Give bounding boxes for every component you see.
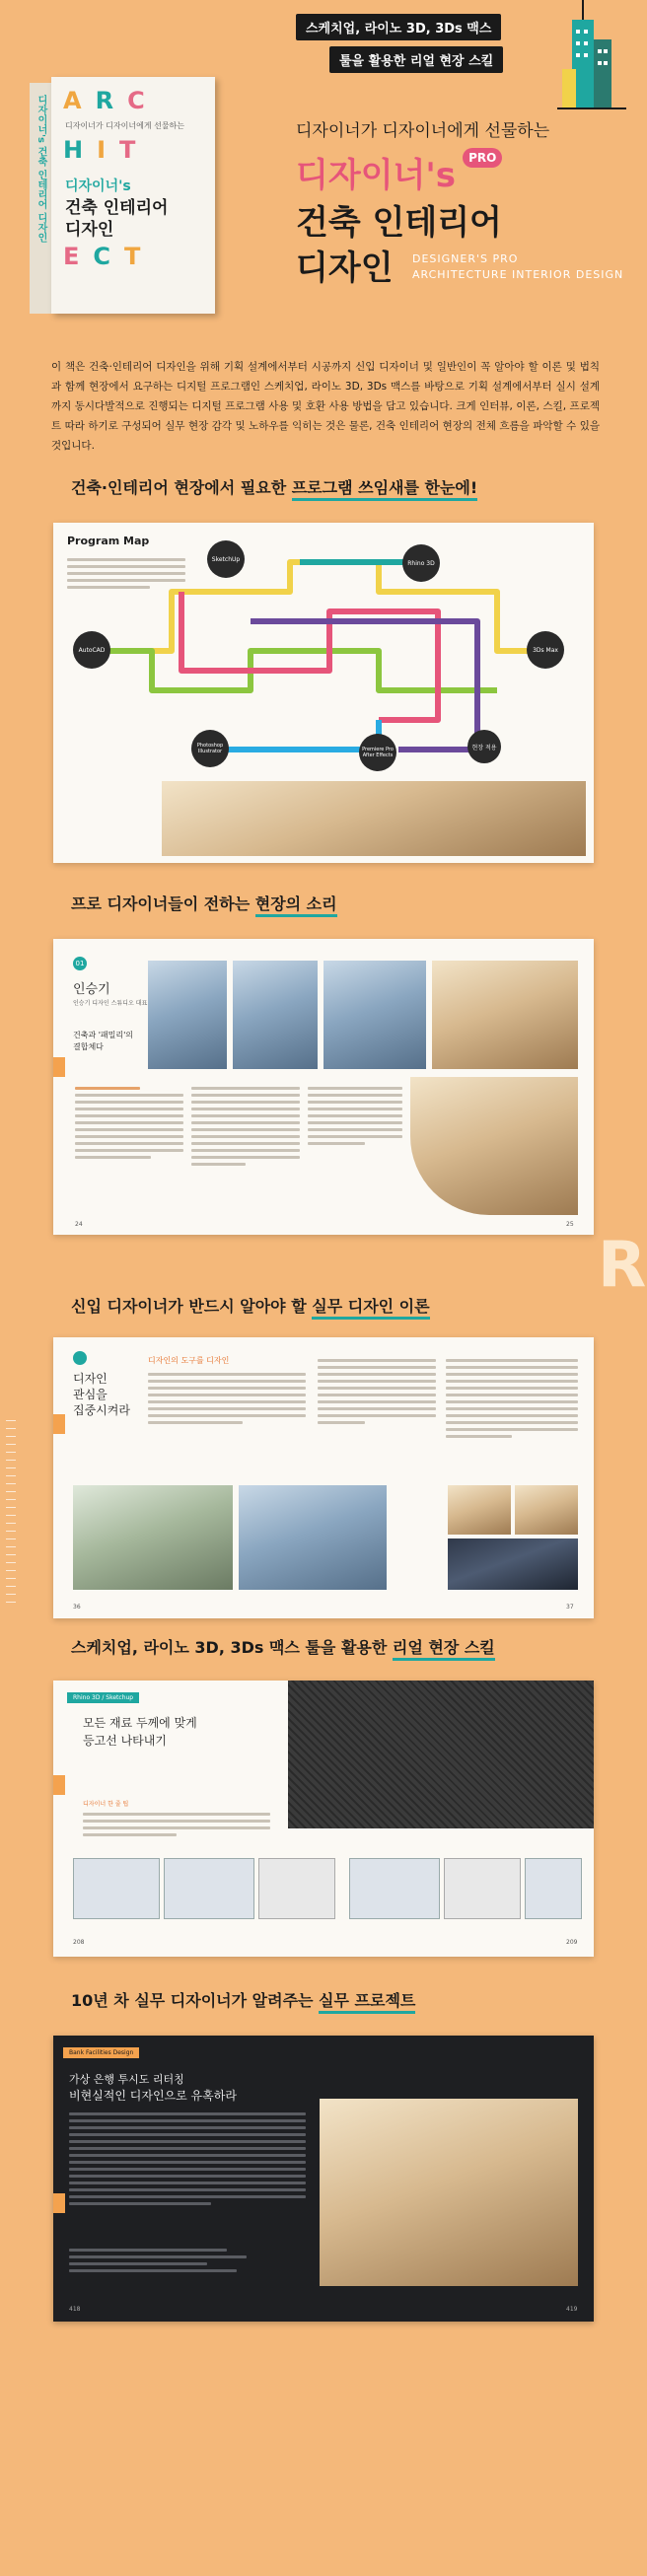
map-node: Premiere Pro After Effects [359, 734, 396, 771]
book-letter-row-3 [63, 243, 154, 270]
map-node: SketchUp [207, 540, 245, 578]
theory-text-3 [446, 1355, 578, 1442]
skill-tab: Rhino 3D / Sketchup [67, 1692, 139, 1703]
map-node: AutoCAD [73, 631, 110, 669]
book-letter: T [124, 243, 155, 270]
building-rendering-image [162, 781, 586, 856]
interview-quote-1: 건축과 '패밀리'의 [73, 1031, 134, 1039]
interview-photo-4 [432, 961, 578, 1069]
section-title-prefix: 스케치업, 라이노 3D, 3Ds 맥스 툴을 활용한 [71, 1638, 393, 1657]
section-title-highlight: 현장의 소리 [255, 894, 337, 917]
program-map-page [53, 523, 594, 863]
theory-photo-4 [515, 1485, 578, 1535]
book-letter: A [63, 87, 96, 114]
section-title-skill [71, 1635, 495, 1658]
project-text [69, 2109, 306, 2209]
page-number: 36 [73, 1604, 81, 1610]
section-title-highlight: 실무 디자인 이론 [312, 1297, 429, 1320]
book-title-2: 건축 인테리어 [65, 198, 169, 218]
theory-title-3: 집중시켜라 [73, 1403, 130, 1417]
interview-photo-1 [148, 961, 227, 1069]
theory-text-2 [318, 1355, 436, 1428]
skill-title-2: 등고선 나타내기 [83, 1734, 167, 1748]
book-letter-row-1 [63, 87, 159, 114]
section-title-prefix: 프로 디자이너들이 전하는 [71, 894, 255, 913]
theory-subheading: 디자인의 도구를 디자인 [148, 1356, 230, 1365]
interview-photo-2 [233, 961, 318, 1069]
book-title-3: 디자인 [65, 220, 114, 240]
decorative-letter-r: R [598, 1229, 647, 1302]
section-title-prefix: 신입 디자이너가 반드시 알아야 할 [71, 1297, 313, 1316]
theory-photo-3 [448, 1485, 511, 1535]
interview-number: 01 [73, 957, 87, 970]
intro-paragraph: 이 책은 건축·인테리어 디자인을 위해 기획 설계에서부터 시공까지 신입 디자이너 및 일반인이 꼭 알아야 할 이론 및 법칙과 함께 현장에서 요구하는 디지털 프로그램인 스케치업, 라이노 3D, 3Ds 맥스를 바탕으로 기획 설계에서부터 실시 설계까지 동시다발적으로 진행되는 디지털 프로그램 사용 및 호환 사용 방법을 담고 있습니다. 크게 인터뷰, 이론, 스킬, 프로젝트 따라 하기로 구성되어 실무 현장 감각 및 노하우를 익히는 것은 물론, 건축 인테리어 현장의 전체 흐름을 파악할 수 있을 것입니다. [51, 361, 600, 452]
book-subtitle: 디자이너가 디자이너에게 선물하는 [65, 121, 185, 130]
skill-title-1: 모든 재료 두께에 맞게 [83, 1716, 197, 1730]
page-number: 25 [566, 1221, 574, 1228]
page-tab-marker [53, 2193, 65, 2213]
main-title-designers: 디자이너's [296, 156, 457, 195]
skill-screenshot-2 [164, 1858, 254, 1919]
page-number: 24 [75, 1221, 83, 1228]
section-title-highlight: 리얼 현장 스킬 [393, 1638, 495, 1661]
theory-text-1 [148, 1369, 306, 1428]
main-title-3: 디자인 [296, 249, 394, 288]
skill-screenshot-1 [73, 1858, 160, 1919]
project-title-2: 비현실적인 디자인으로 유혹하라 [69, 2089, 237, 2103]
ruler-decoration [6, 1420, 16, 1608]
header-pill-2: 툴을 활용한 리얼 현장 스킬 [329, 46, 503, 73]
page-tab-marker [53, 1775, 65, 1795]
skill-screenshot-4 [349, 1858, 440, 1919]
book-letter: H [63, 136, 98, 164]
section-title-theory [71, 1294, 430, 1317]
skill-screenshot-5 [444, 1858, 521, 1919]
english-title-2: ARCHITECTURE INTERIOR DESIGN [412, 268, 624, 281]
skill-spread [53, 1681, 594, 1957]
theory-photo-5 [448, 1538, 578, 1590]
page-number: 37 [566, 1604, 574, 1610]
map-node: 3Ds Max [527, 631, 564, 669]
section-title-prefix: 10년 차 실무 디자이너가 알려주는 [71, 1991, 320, 2010]
project-spread [53, 2036, 594, 2322]
header-pills [296, 14, 503, 73]
skill-screenshot-3 [258, 1858, 335, 1919]
section-title-program-map [71, 475, 477, 498]
project-rendering-image [320, 2099, 578, 2286]
main-title-2: 건축 인테리어 [296, 203, 502, 243]
theory-title-2: 관심을 [73, 1388, 108, 1401]
interview-quote-2: 결합체다 [73, 1042, 104, 1051]
theory-title-1: 디자인 [73, 1372, 108, 1386]
book-spine-text: 디자이너's 건축 인테리어 디자인 [36, 95, 46, 243]
book-letter: T [119, 136, 150, 164]
book-letter: R [95, 87, 128, 114]
skill-wireframe-image [288, 1681, 594, 1828]
book-front [51, 77, 215, 314]
interview-photo-3 [324, 961, 426, 1069]
english-title-1: DESIGNER'S PRO [412, 252, 519, 265]
section-title-highlight: 프로그램 쓰임새를 한눈에! [292, 478, 477, 501]
header-pill-1: 스케치업, 라이노 3D, 3Ds 맥스 [296, 14, 501, 40]
project-info-table [69, 2245, 266, 2276]
map-node: Photoshop Illustrator [191, 730, 229, 767]
theory-spread [53, 1337, 594, 1618]
interview-spread [53, 939, 594, 1235]
book-cover [30, 77, 215, 314]
page-number: 209 [566, 1939, 578, 1946]
building-illustration [552, 0, 631, 118]
map-node: Rhino 3D [402, 544, 440, 582]
theory-photo-2 [239, 1485, 387, 1590]
program-map-title: Program Map [67, 535, 150, 547]
theory-photo-1 [73, 1485, 233, 1590]
project-title-1: 가상 은행 투시도 리터칭 [69, 2073, 184, 2086]
page-tab-marker [53, 1414, 65, 1434]
map-node: 현장 적용 [467, 730, 501, 763]
main-title-1 [296, 148, 502, 196]
book-letter-row-2 [63, 136, 149, 164]
section-title-prefix: 건축·인테리어 현장에서 필요한 [71, 478, 292, 497]
tagline: 디자이너가 디자이너에게 선물하는 [296, 121, 550, 141]
book-letter: C [127, 87, 159, 114]
section-title-project [71, 1988, 415, 2011]
book-letter: E [63, 243, 94, 270]
book-title-1: 디자이너's [65, 179, 131, 194]
interviewee-role: 인승기 디자인 스튜디오 대표 [73, 1000, 148, 1007]
interview-text-mid [191, 1083, 300, 1170]
project-tab: Bank Facilities Design [63, 2047, 139, 2058]
page-number: 419 [566, 2306, 578, 2313]
interview-text-left [75, 1083, 183, 1163]
page-number: 208 [73, 1939, 85, 1946]
skill-note-title: 디자이너 한 줄 팁 [83, 1801, 129, 1808]
skill-screenshot-6 [525, 1858, 582, 1919]
section-title-interview [71, 892, 337, 914]
pro-badge: PRO [463, 148, 502, 168]
theory-marker [73, 1351, 87, 1365]
book-letter: I [97, 136, 120, 164]
interviewee-name: 인승기 [73, 982, 110, 997]
book-spine [30, 83, 52, 314]
interview-text-right [308, 1083, 402, 1149]
interview-lobby-photo [410, 1077, 578, 1215]
book-letter: C [93, 243, 125, 270]
page-number: 418 [69, 2306, 81, 2313]
page-tab-marker [53, 1057, 65, 1077]
skill-note-text [83, 1809, 270, 1840]
section-title-highlight: 실무 프로젝트 [319, 1991, 415, 2014]
